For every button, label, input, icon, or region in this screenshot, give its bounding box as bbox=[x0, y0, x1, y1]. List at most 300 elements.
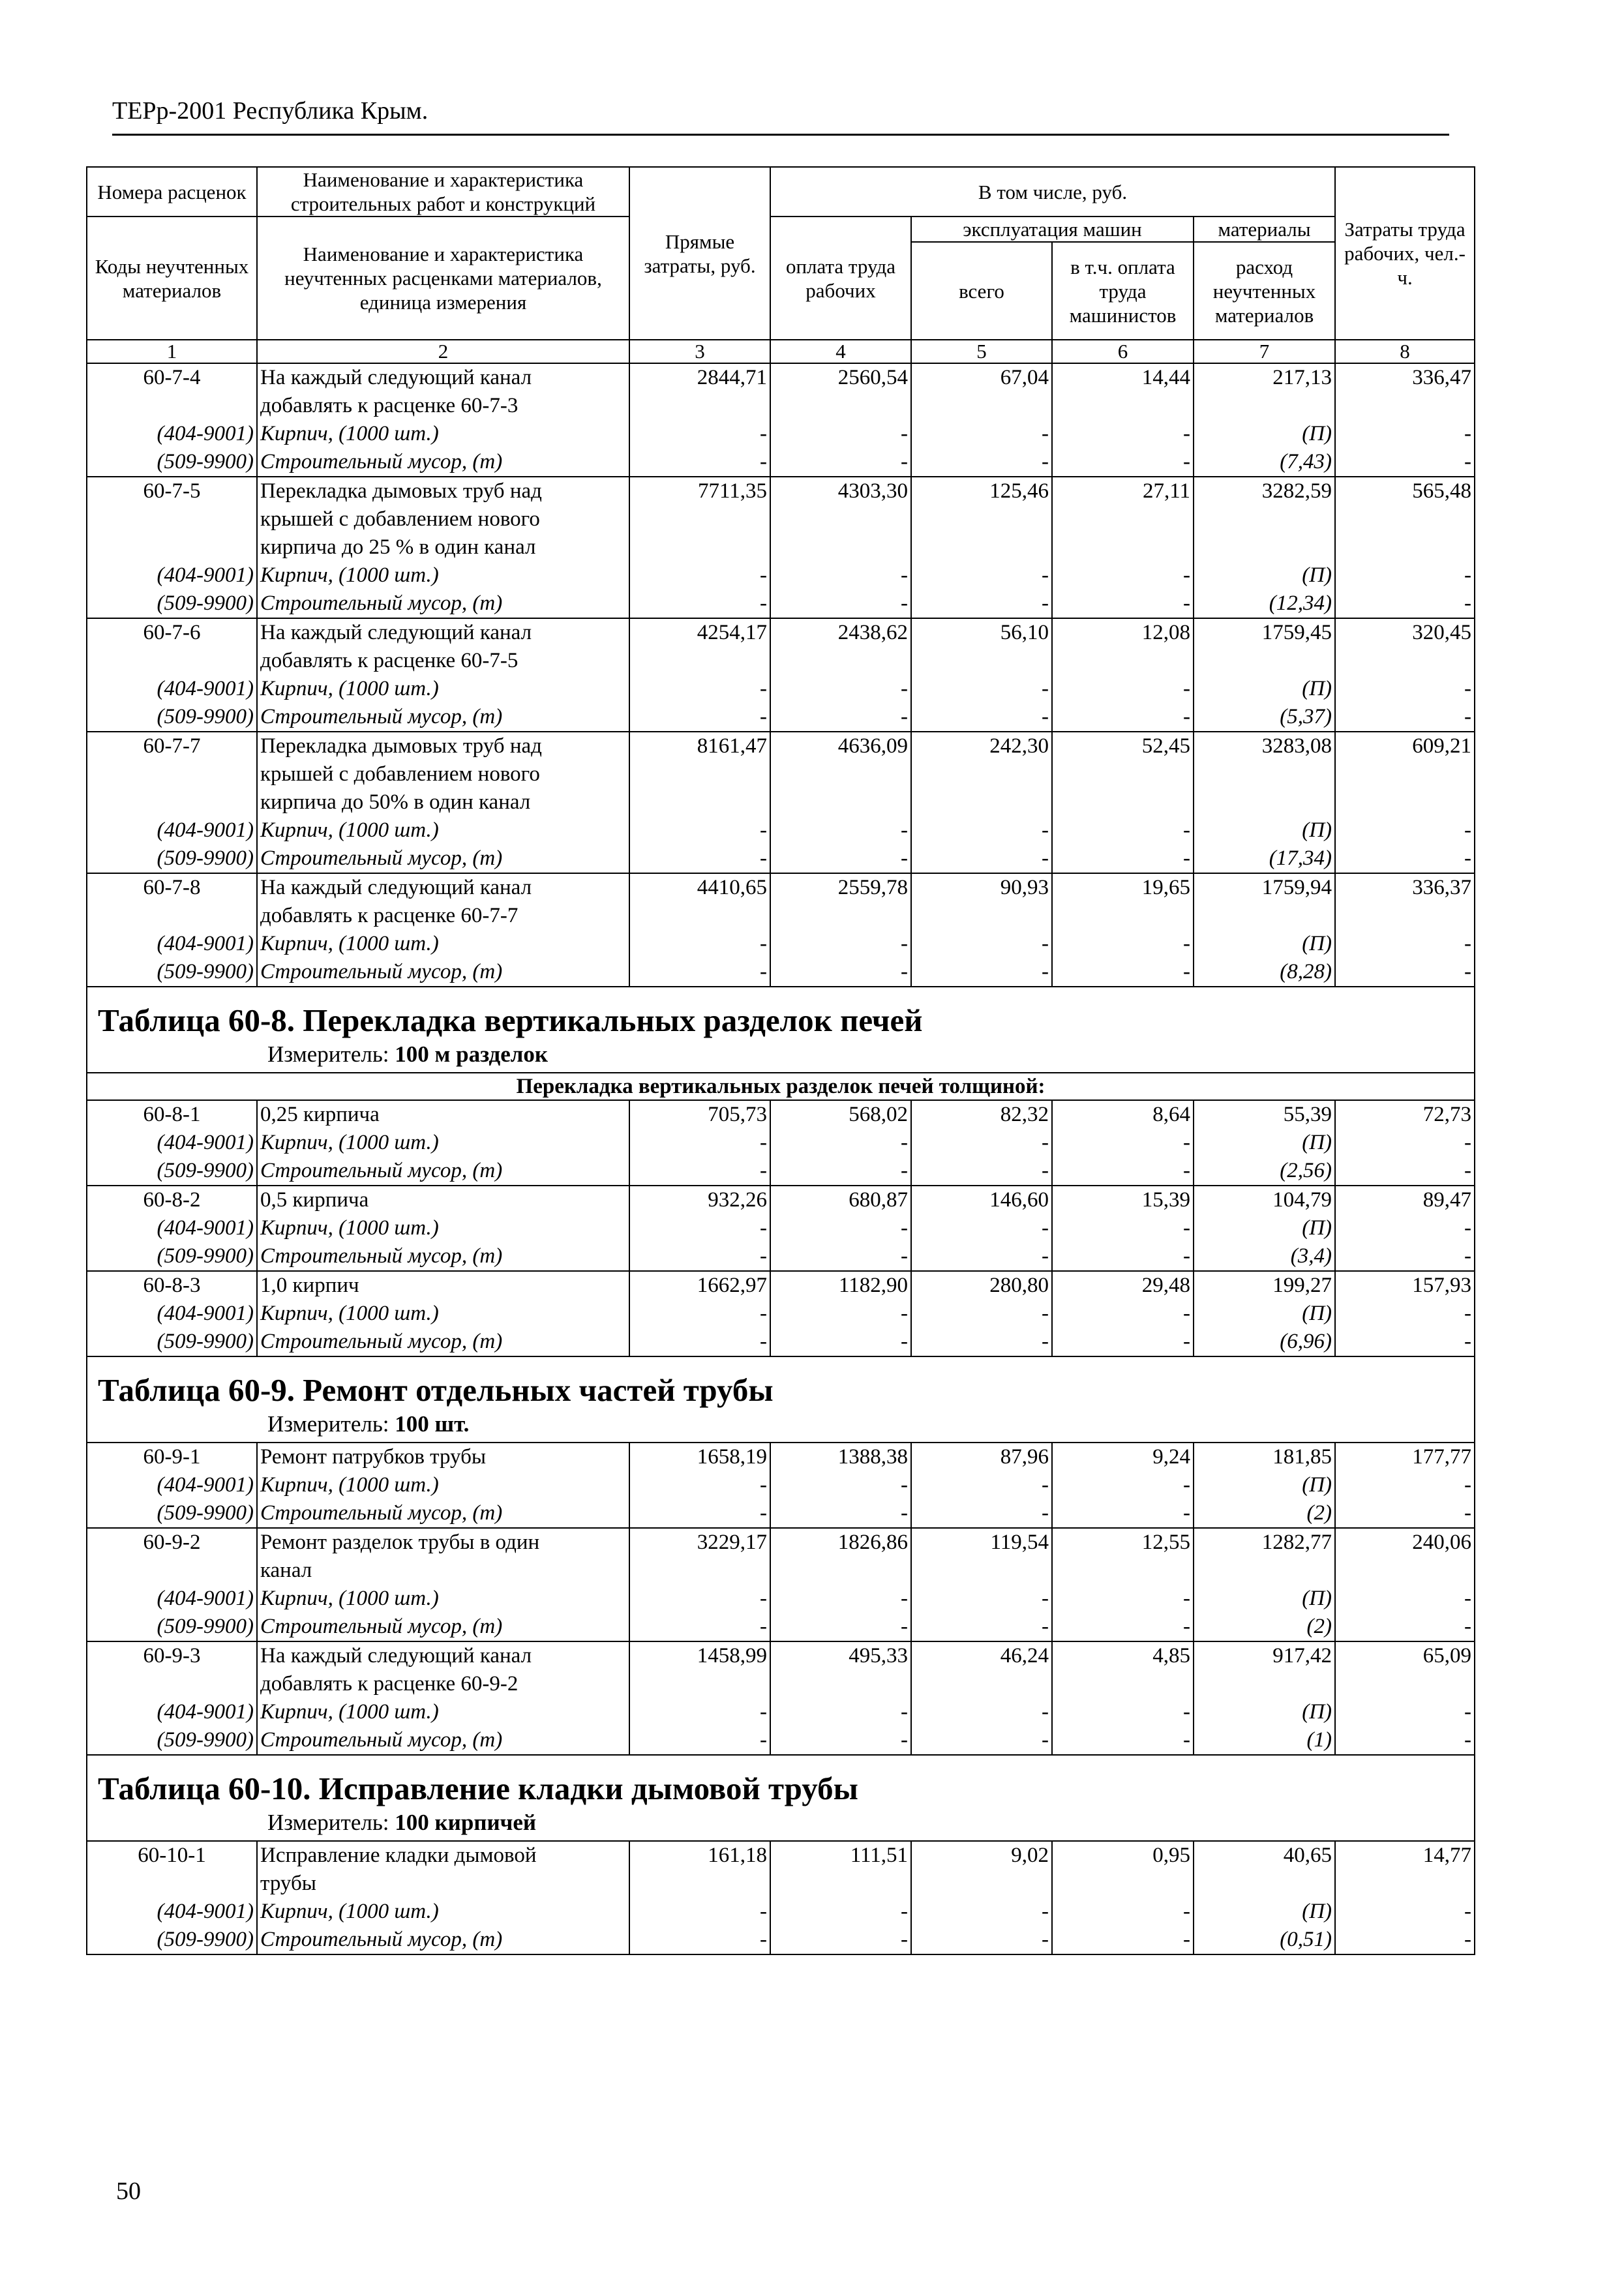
rate-value: 40,65 bbox=[1194, 1841, 1335, 1870]
material-row bbox=[87, 1698, 1475, 1726]
material-value: - bbox=[1052, 930, 1194, 958]
rate-value: 1662,97 bbox=[629, 1271, 770, 1300]
column-number: 2 bbox=[257, 340, 629, 363]
rate-code bbox=[87, 788, 257, 816]
rate-value: 7711,35 bbox=[629, 477, 770, 505]
rate-value bbox=[1194, 1557, 1335, 1585]
material-value: - bbox=[770, 561, 911, 590]
rate-value: 90,93 bbox=[911, 873, 1052, 902]
rate-name: канал bbox=[257, 1557, 629, 1585]
material-value: - bbox=[629, 590, 770, 618]
rate-value bbox=[911, 902, 1052, 930]
material-value: - bbox=[1052, 703, 1194, 732]
material-value: - bbox=[770, 816, 911, 845]
rate-value: 8161,47 bbox=[629, 732, 770, 760]
rate-value bbox=[1194, 788, 1335, 816]
rate-value bbox=[1052, 760, 1194, 788]
rate-name: добавлять к расценке 60-7-3 bbox=[257, 392, 629, 420]
material-value: - bbox=[1052, 958, 1194, 987]
rate-value: 4303,30 bbox=[770, 477, 911, 505]
rate-row-continuation bbox=[87, 902, 1475, 930]
material-value: - bbox=[1335, 958, 1475, 987]
material-value: - bbox=[629, 1214, 770, 1242]
material-code: (509-9900) bbox=[87, 958, 257, 987]
rate-value bbox=[629, 902, 770, 930]
rate-value: 9,02 bbox=[911, 1841, 1052, 1870]
material-value: - bbox=[1052, 1926, 1194, 1954]
rate-value bbox=[1052, 788, 1194, 816]
rate-value bbox=[770, 1670, 911, 1698]
rate-row-continuation bbox=[87, 505, 1475, 533]
material-value: - bbox=[911, 1698, 1052, 1726]
rate-value bbox=[1335, 760, 1475, 788]
rate-value: 680,87 bbox=[770, 1186, 911, 1214]
rate-value: 217,13 bbox=[1194, 363, 1335, 392]
material-name: Строительный мусор, (т) bbox=[257, 1726, 629, 1755]
material-value: - bbox=[629, 1613, 770, 1641]
column-number: 6 bbox=[1052, 340, 1194, 363]
header-material-consumption: расход неучтенных материалов bbox=[1194, 242, 1335, 340]
material-value: (2,56) bbox=[1194, 1157, 1335, 1186]
header-direct-costs: Прямые затраты, руб. bbox=[629, 167, 770, 340]
material-value: - bbox=[911, 1242, 1052, 1271]
header-rule bbox=[112, 134, 1449, 136]
material-value: - bbox=[911, 1898, 1052, 1926]
material-value: - bbox=[770, 1157, 911, 1186]
rate-value: 4636,09 bbox=[770, 732, 911, 760]
rate-value: 1458,99 bbox=[629, 1641, 770, 1670]
material-value: - bbox=[629, 816, 770, 845]
material-name: Строительный мусор, (т) bbox=[257, 958, 629, 987]
rate-row-continuation bbox=[87, 647, 1475, 675]
rate-code bbox=[87, 392, 257, 420]
rate-value bbox=[911, 760, 1052, 788]
material-code: (509-9900) bbox=[87, 1242, 257, 1271]
rate-value bbox=[1194, 505, 1335, 533]
material-value: (7,43) bbox=[1194, 448, 1335, 477]
rate-value bbox=[1052, 647, 1194, 675]
rate-name: трубы bbox=[257, 1870, 629, 1898]
rate-value: 27,11 bbox=[1052, 477, 1194, 505]
rate-name: 0,25 кирпича bbox=[257, 1100, 629, 1129]
material-value: - bbox=[629, 420, 770, 448]
rate-code: 60-9-3 bbox=[87, 1641, 257, 1670]
rate-value: 609,21 bbox=[1335, 732, 1475, 760]
material-value: (3,4) bbox=[1194, 1242, 1335, 1271]
material-value: - bbox=[1335, 1157, 1475, 1186]
material-value: - bbox=[1052, 448, 1194, 477]
rate-code: 60-9-2 bbox=[87, 1528, 257, 1557]
material-value: (П) bbox=[1194, 561, 1335, 590]
material-value: - bbox=[1052, 1471, 1194, 1499]
rate-value: 280,80 bbox=[911, 1271, 1052, 1300]
rate-value: 56,10 bbox=[911, 618, 1052, 647]
material-value: - bbox=[629, 1726, 770, 1755]
material-code: (404-9001) bbox=[87, 1698, 257, 1726]
material-value: (2) bbox=[1194, 1613, 1335, 1641]
rate-value bbox=[1335, 788, 1475, 816]
rate-code: 60-7-4 bbox=[87, 363, 257, 392]
material-value: - bbox=[770, 1698, 911, 1726]
material-value: - bbox=[1335, 561, 1475, 590]
material-value: - bbox=[911, 561, 1052, 590]
header-operator-pay: в т.ч. оплата труда машинистов bbox=[1052, 242, 1194, 340]
material-value: - bbox=[770, 1300, 911, 1328]
rate-value: 3283,08 bbox=[1194, 732, 1335, 760]
material-value: - bbox=[911, 816, 1052, 845]
material-value: - bbox=[911, 1726, 1052, 1755]
rate-name: Перекладка дымовых труб над bbox=[257, 477, 629, 505]
rate-code bbox=[87, 1870, 257, 1898]
rate-value: 157,93 bbox=[1335, 1271, 1475, 1300]
material-row bbox=[87, 1471, 1475, 1499]
rate-value bbox=[1335, 647, 1475, 675]
material-code: (404-9001) bbox=[87, 1471, 257, 1499]
material-value: - bbox=[629, 1499, 770, 1528]
material-code: (509-9900) bbox=[87, 845, 257, 873]
rate-row bbox=[87, 618, 1475, 647]
header-rate-numbers: Номера расценок bbox=[87, 167, 257, 217]
rate-name: На каждый следующий канал bbox=[257, 1641, 629, 1670]
rate-value: 146,60 bbox=[911, 1186, 1052, 1214]
material-value: (П) bbox=[1194, 1214, 1335, 1242]
material-value: (П) bbox=[1194, 816, 1335, 845]
material-value: - bbox=[1052, 1214, 1194, 1242]
material-name: Строительный мусор, (т) bbox=[257, 845, 629, 873]
rate-value: 14,77 bbox=[1335, 1841, 1475, 1870]
rate-value bbox=[911, 788, 1052, 816]
rate-name: кирпича до 50% в один канал bbox=[257, 788, 629, 816]
material-name: Кирпич, (1000 шт.) bbox=[257, 1214, 629, 1242]
rate-value bbox=[1335, 1557, 1475, 1585]
rate-value bbox=[1052, 1670, 1194, 1698]
material-value: (12,34) bbox=[1194, 590, 1335, 618]
table-body bbox=[87, 363, 1475, 1954]
rate-value bbox=[911, 647, 1052, 675]
rate-row-continuation bbox=[87, 1670, 1475, 1698]
material-value: - bbox=[1052, 561, 1194, 590]
section-header bbox=[87, 987, 1475, 1073]
material-code: (404-9001) bbox=[87, 1214, 257, 1242]
header-material-name: Наименование и характеристика неучтенных расценками материалов, единица измерения bbox=[257, 217, 629, 340]
material-code: (509-9900) bbox=[87, 703, 257, 732]
rate-code bbox=[87, 533, 257, 561]
unit-value: 100 м разделок bbox=[395, 1041, 549, 1067]
rate-name: 0,5 кирпича bbox=[257, 1186, 629, 1214]
material-value: - bbox=[1052, 675, 1194, 703]
material-value: (6,96) bbox=[1194, 1328, 1335, 1356]
material-row bbox=[87, 816, 1475, 845]
material-name: Строительный мусор, (т) bbox=[257, 590, 629, 618]
material-value: (П) bbox=[1194, 420, 1335, 448]
rate-value: 4410,65 bbox=[629, 873, 770, 902]
section-subheader-text: Перекладка вертикальных разделок печей толщиной: bbox=[87, 1073, 1475, 1100]
material-value: - bbox=[770, 1242, 911, 1271]
rate-value bbox=[770, 760, 911, 788]
rate-row bbox=[87, 1841, 1475, 1870]
rate-value bbox=[911, 505, 1052, 533]
rate-value: 177,77 bbox=[1335, 1443, 1475, 1471]
header-machine-operation: эксплуатация машин bbox=[911, 217, 1194, 242]
rate-value bbox=[770, 533, 911, 561]
material-value: - bbox=[1335, 1328, 1475, 1356]
material-value: - bbox=[1335, 816, 1475, 845]
rate-name: На каждый следующий канал bbox=[257, 873, 629, 902]
unit-label: Измеритель: bbox=[267, 1810, 389, 1835]
material-name: Кирпич, (1000 шт.) bbox=[257, 816, 629, 845]
rate-name: Перекладка дымовых труб над bbox=[257, 732, 629, 760]
material-value: - bbox=[629, 561, 770, 590]
material-name: Строительный мусор, (т) bbox=[257, 1499, 629, 1528]
rate-name: добавлять к расценке 60-7-5 bbox=[257, 647, 629, 675]
rate-row bbox=[87, 1641, 1475, 1670]
material-value: (17,34) bbox=[1194, 845, 1335, 873]
material-code: (509-9900) bbox=[87, 1613, 257, 1641]
column-number: 5 bbox=[911, 340, 1052, 363]
material-value: - bbox=[1335, 1698, 1475, 1726]
material-name: Кирпич, (1000 шт.) bbox=[257, 561, 629, 590]
material-code: (509-9900) bbox=[87, 1499, 257, 1528]
rate-value: 320,45 bbox=[1335, 618, 1475, 647]
material-row bbox=[87, 1585, 1475, 1613]
material-value: - bbox=[629, 930, 770, 958]
section-header-cell bbox=[87, 1356, 1475, 1443]
rate-code: 60-8-3 bbox=[87, 1271, 257, 1300]
material-value: (1) bbox=[1194, 1726, 1335, 1755]
rate-code bbox=[87, 505, 257, 533]
rate-value: 240,06 bbox=[1335, 1528, 1475, 1557]
rate-value bbox=[1052, 505, 1194, 533]
material-row bbox=[87, 420, 1475, 448]
rate-code: 60-9-1 bbox=[87, 1443, 257, 1471]
material-value: - bbox=[770, 930, 911, 958]
document-header: ТЕРр-2001 Республика Крым. bbox=[112, 97, 429, 125]
material-code: (404-9001) bbox=[87, 675, 257, 703]
rate-value: 568,02 bbox=[770, 1100, 911, 1129]
material-value: - bbox=[629, 1328, 770, 1356]
material-value: - bbox=[1335, 590, 1475, 618]
material-value: - bbox=[911, 1328, 1052, 1356]
header-machine-total: всего bbox=[911, 242, 1052, 340]
material-name: Строительный мусор, (т) bbox=[257, 1242, 629, 1271]
rate-value bbox=[629, 392, 770, 420]
rate-value bbox=[629, 1670, 770, 1698]
rate-value bbox=[1052, 902, 1194, 930]
rate-code: 60-8-1 bbox=[87, 1100, 257, 1129]
rate-code bbox=[87, 902, 257, 930]
rate-value: 12,08 bbox=[1052, 618, 1194, 647]
material-value: (2) bbox=[1194, 1499, 1335, 1528]
rate-row bbox=[87, 477, 1475, 505]
material-value: - bbox=[911, 958, 1052, 987]
rate-name: крышей с добавлением нового bbox=[257, 760, 629, 788]
material-row bbox=[87, 1898, 1475, 1926]
material-row bbox=[87, 1242, 1475, 1271]
rate-value: 29,48 bbox=[1052, 1271, 1194, 1300]
header-labor-costs: Затраты труда рабочих, чел.-ч. bbox=[1335, 167, 1475, 340]
material-name: Кирпич, (1000 шт.) bbox=[257, 1898, 629, 1926]
rate-value bbox=[1194, 647, 1335, 675]
rate-value bbox=[1052, 1557, 1194, 1585]
rate-value: 9,24 bbox=[1052, 1443, 1194, 1471]
material-name: Кирпич, (1000 шт.) bbox=[257, 1585, 629, 1613]
header-worker-pay: оплата труда рабочих bbox=[770, 217, 911, 340]
material-value: - bbox=[1052, 816, 1194, 845]
section-header bbox=[87, 1356, 1475, 1443]
material-value: - bbox=[1335, 1726, 1475, 1755]
rate-value: 111,51 bbox=[770, 1841, 911, 1870]
material-value: - bbox=[629, 1242, 770, 1271]
material-value: - bbox=[629, 1157, 770, 1186]
rate-value bbox=[1194, 1870, 1335, 1898]
column-number: 1 bbox=[87, 340, 257, 363]
rate-value bbox=[911, 1870, 1052, 1898]
rate-value bbox=[1194, 902, 1335, 930]
material-value: - bbox=[911, 1471, 1052, 1499]
rate-value: 181,85 bbox=[1194, 1443, 1335, 1471]
rate-code bbox=[87, 647, 257, 675]
material-code: (509-9900) bbox=[87, 1726, 257, 1755]
rate-name: крышей с добавлением нового bbox=[257, 505, 629, 533]
rate-name: добавлять к расценке 60-9-2 bbox=[257, 1670, 629, 1698]
rate-row bbox=[87, 1100, 1475, 1129]
material-row bbox=[87, 1129, 1475, 1157]
material-value: - bbox=[1335, 1499, 1475, 1528]
material-value: - bbox=[911, 1585, 1052, 1613]
material-value: - bbox=[1052, 1698, 1194, 1726]
material-code: (509-9900) bbox=[87, 1328, 257, 1356]
material-value: - bbox=[1052, 1157, 1194, 1186]
rate-value: 932,26 bbox=[629, 1186, 770, 1214]
material-value: (5,37) bbox=[1194, 703, 1335, 732]
rate-value: 199,27 bbox=[1194, 1271, 1335, 1300]
material-row bbox=[87, 1726, 1475, 1755]
material-row bbox=[87, 590, 1475, 618]
material-row bbox=[87, 1926, 1475, 1954]
material-value: - bbox=[629, 1471, 770, 1499]
material-name: Строительный мусор, (т) bbox=[257, 1926, 629, 1954]
material-value: - bbox=[1335, 1926, 1475, 1954]
rate-code: 60-10-1 bbox=[87, 1841, 257, 1870]
material-value: - bbox=[770, 448, 911, 477]
material-name: Кирпич, (1000 шт.) bbox=[257, 1300, 629, 1328]
rate-value bbox=[629, 1870, 770, 1898]
rate-value bbox=[911, 533, 1052, 561]
material-value: (0,51) bbox=[1194, 1926, 1335, 1954]
material-name: Кирпич, (1000 шт.) bbox=[257, 1471, 629, 1499]
rate-value bbox=[1052, 533, 1194, 561]
rate-value bbox=[1335, 533, 1475, 561]
material-row bbox=[87, 930, 1475, 958]
material-value: - bbox=[1335, 1613, 1475, 1641]
rate-code: 60-7-8 bbox=[87, 873, 257, 902]
rate-value: 125,46 bbox=[911, 477, 1052, 505]
rate-row-continuation bbox=[87, 760, 1475, 788]
rate-code bbox=[87, 1557, 257, 1585]
material-value: - bbox=[770, 675, 911, 703]
material-value: - bbox=[629, 845, 770, 873]
material-value: - bbox=[1335, 845, 1475, 873]
material-value: (П) bbox=[1194, 1129, 1335, 1157]
material-value: - bbox=[1052, 590, 1194, 618]
column-number: 4 bbox=[770, 340, 911, 363]
material-code: (404-9001) bbox=[87, 1898, 257, 1926]
material-value: - bbox=[770, 1214, 911, 1242]
rate-value: 705,73 bbox=[629, 1100, 770, 1129]
section-header-cell bbox=[87, 1755, 1475, 1841]
material-row bbox=[87, 1499, 1475, 1528]
material-value: - bbox=[911, 845, 1052, 873]
material-value: - bbox=[1335, 420, 1475, 448]
rate-value: 1759,94 bbox=[1194, 873, 1335, 902]
material-value: - bbox=[911, 675, 1052, 703]
rate-value bbox=[1335, 392, 1475, 420]
section-header bbox=[87, 1755, 1475, 1841]
material-value: - bbox=[1052, 1585, 1194, 1613]
rate-value: 15,39 bbox=[1052, 1186, 1194, 1214]
material-row bbox=[87, 1328, 1475, 1356]
rate-value: 917,42 bbox=[1194, 1641, 1335, 1670]
material-name: Строительный мусор, (т) bbox=[257, 1613, 629, 1641]
material-value: (П) bbox=[1194, 930, 1335, 958]
section-title: Таблица 60-9. Ремонт отдельных частей трубы bbox=[98, 1372, 774, 1408]
material-value: - bbox=[1335, 448, 1475, 477]
rate-value bbox=[770, 505, 911, 533]
material-value: - bbox=[911, 590, 1052, 618]
material-value: - bbox=[911, 420, 1052, 448]
material-value: - bbox=[1335, 1242, 1475, 1271]
material-name: Строительный мусор, (т) bbox=[257, 703, 629, 732]
rate-value: 12,55 bbox=[1052, 1528, 1194, 1557]
rate-value: 1658,19 bbox=[629, 1443, 770, 1471]
material-row bbox=[87, 958, 1475, 987]
rate-name: Ремонт патрубков трубы bbox=[257, 1443, 629, 1471]
rate-value bbox=[629, 533, 770, 561]
material-value: - bbox=[1335, 1300, 1475, 1328]
section-header-cell bbox=[87, 987, 1475, 1073]
material-value: - bbox=[1052, 1242, 1194, 1271]
rate-row-continuation bbox=[87, 1870, 1475, 1898]
rate-value: 82,32 bbox=[911, 1100, 1052, 1129]
rate-value: 1759,45 bbox=[1194, 618, 1335, 647]
material-value: - bbox=[629, 1300, 770, 1328]
rate-value: 2560,54 bbox=[770, 363, 911, 392]
material-code: (509-9900) bbox=[87, 1926, 257, 1954]
rate-value: 52,45 bbox=[1052, 732, 1194, 760]
material-value: (П) bbox=[1194, 1898, 1335, 1926]
rate-value bbox=[911, 1670, 1052, 1698]
material-code: (404-9001) bbox=[87, 1300, 257, 1328]
rate-value bbox=[911, 1557, 1052, 1585]
rate-value: 87,96 bbox=[911, 1443, 1052, 1471]
header-material-codes: Коды неучтенных материалов bbox=[87, 217, 257, 340]
material-value: - bbox=[770, 1129, 911, 1157]
rate-value: 119,54 bbox=[911, 1528, 1052, 1557]
material-value: - bbox=[911, 1129, 1052, 1157]
unit-label: Измеритель: bbox=[267, 1041, 389, 1067]
material-row bbox=[87, 1157, 1475, 1186]
material-value: - bbox=[629, 1698, 770, 1726]
material-code: (404-9001) bbox=[87, 420, 257, 448]
material-value: - bbox=[770, 1499, 911, 1528]
rate-code: 60-8-2 bbox=[87, 1186, 257, 1214]
material-value: - bbox=[770, 1613, 911, 1641]
rate-value: 89,47 bbox=[1335, 1186, 1475, 1214]
column-number: 8 bbox=[1335, 340, 1475, 363]
rate-value bbox=[629, 788, 770, 816]
rate-row bbox=[87, 1271, 1475, 1300]
section-title: Таблица 60-8. Перекладка вертикальных разделок печей bbox=[98, 1002, 923, 1038]
